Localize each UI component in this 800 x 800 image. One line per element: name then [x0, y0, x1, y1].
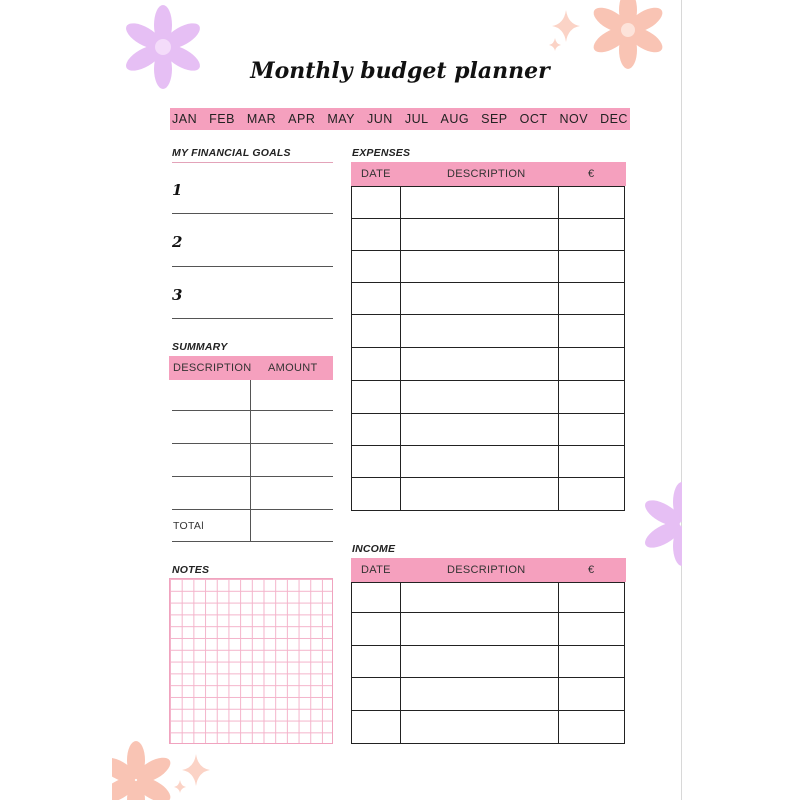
income-col-divider	[400, 583, 401, 743]
expenses-label: EXPENSES	[352, 147, 411, 159]
expenses-row-line	[352, 445, 624, 446]
expenses-row-line	[352, 380, 624, 381]
month-may[interactable]: MAY	[327, 112, 356, 126]
financial-goals-underline	[172, 162, 333, 163]
month-oct[interactable]: OCT	[519, 112, 548, 126]
month-mar[interactable]: MAR	[246, 112, 277, 126]
sparkle-icon	[546, 8, 586, 52]
goal-line-3[interactable]	[172, 318, 333, 319]
summary-row-line	[172, 509, 333, 510]
summary-row-line	[172, 541, 333, 542]
month-bar	[170, 108, 630, 130]
lilac-flower-icon	[636, 478, 682, 570]
income-row-line	[352, 645, 624, 646]
expenses-col-amount: €	[588, 168, 595, 180]
goal-number-1: 1	[172, 181, 183, 199]
income-row-line	[352, 710, 624, 711]
expenses-row-line	[352, 282, 624, 283]
income-row-line	[352, 612, 624, 613]
month-feb[interactable]: FEB	[209, 112, 235, 126]
month-jan[interactable]: JAN	[172, 112, 198, 126]
goal-number-2: 2	[172, 233, 183, 251]
notes-grid[interactable]	[169, 578, 333, 744]
income-col-amount: €	[588, 564, 595, 576]
expenses-table[interactable]	[351, 186, 625, 511]
income-row-line	[352, 677, 624, 678]
expenses-row-line	[352, 250, 624, 251]
expenses-col-divider	[400, 187, 401, 510]
income-col-date: DATE	[361, 564, 391, 576]
summary-row-line	[172, 410, 333, 411]
income-table[interactable]	[351, 582, 625, 744]
income-label: INCOME	[352, 543, 396, 555]
goal-line-2[interactable]	[172, 266, 333, 267]
summary-divider	[250, 380, 251, 542]
page-title: Monthly budget planner	[250, 58, 550, 84]
goal-line-1[interactable]	[172, 213, 333, 214]
month-sep[interactable]: SEP	[481, 112, 508, 126]
month-dec[interactable]: DEC	[600, 112, 628, 126]
month-jul[interactable]: JUL	[404, 112, 429, 126]
expenses-col-date: DATE	[361, 168, 391, 180]
summary-header	[169, 356, 333, 380]
expenses-row-line	[352, 314, 624, 315]
summary-total-label: TOTAl	[173, 520, 204, 532]
summary-col-amount: AMOUNT	[268, 362, 318, 374]
summary-col-description: DESCRIPTION	[173, 362, 252, 374]
expenses-row-line	[352, 218, 624, 219]
peach-flower-icon	[112, 738, 174, 800]
month-aug[interactable]: AUG	[440, 112, 470, 126]
expenses-row-line	[352, 477, 624, 478]
month-jun[interactable]: JUN	[367, 112, 393, 126]
summary-label: SUMMARY	[172, 341, 228, 353]
income-col-description: DESCRIPTION	[447, 564, 526, 576]
month-apr[interactable]: APR	[288, 112, 316, 126]
summary-row-line	[172, 443, 333, 444]
month-nov[interactable]: NOV	[559, 112, 589, 126]
income-header	[351, 558, 626, 582]
financial-goals-label: MY FINANCIAL GOALS	[172, 147, 291, 159]
goal-number-3: 3	[172, 286, 183, 304]
income-col-divider	[558, 583, 559, 743]
page-edge	[681, 0, 682, 800]
sparkle-icon	[170, 752, 212, 796]
summary-table	[172, 380, 333, 542]
expenses-col-divider	[558, 187, 559, 510]
expenses-header	[351, 162, 626, 186]
notes-label: NOTES	[172, 564, 210, 576]
expenses-row-line	[352, 413, 624, 414]
expenses-row-line	[352, 347, 624, 348]
summary-row-line	[172, 476, 333, 477]
expenses-col-description: DESCRIPTION	[447, 168, 526, 180]
